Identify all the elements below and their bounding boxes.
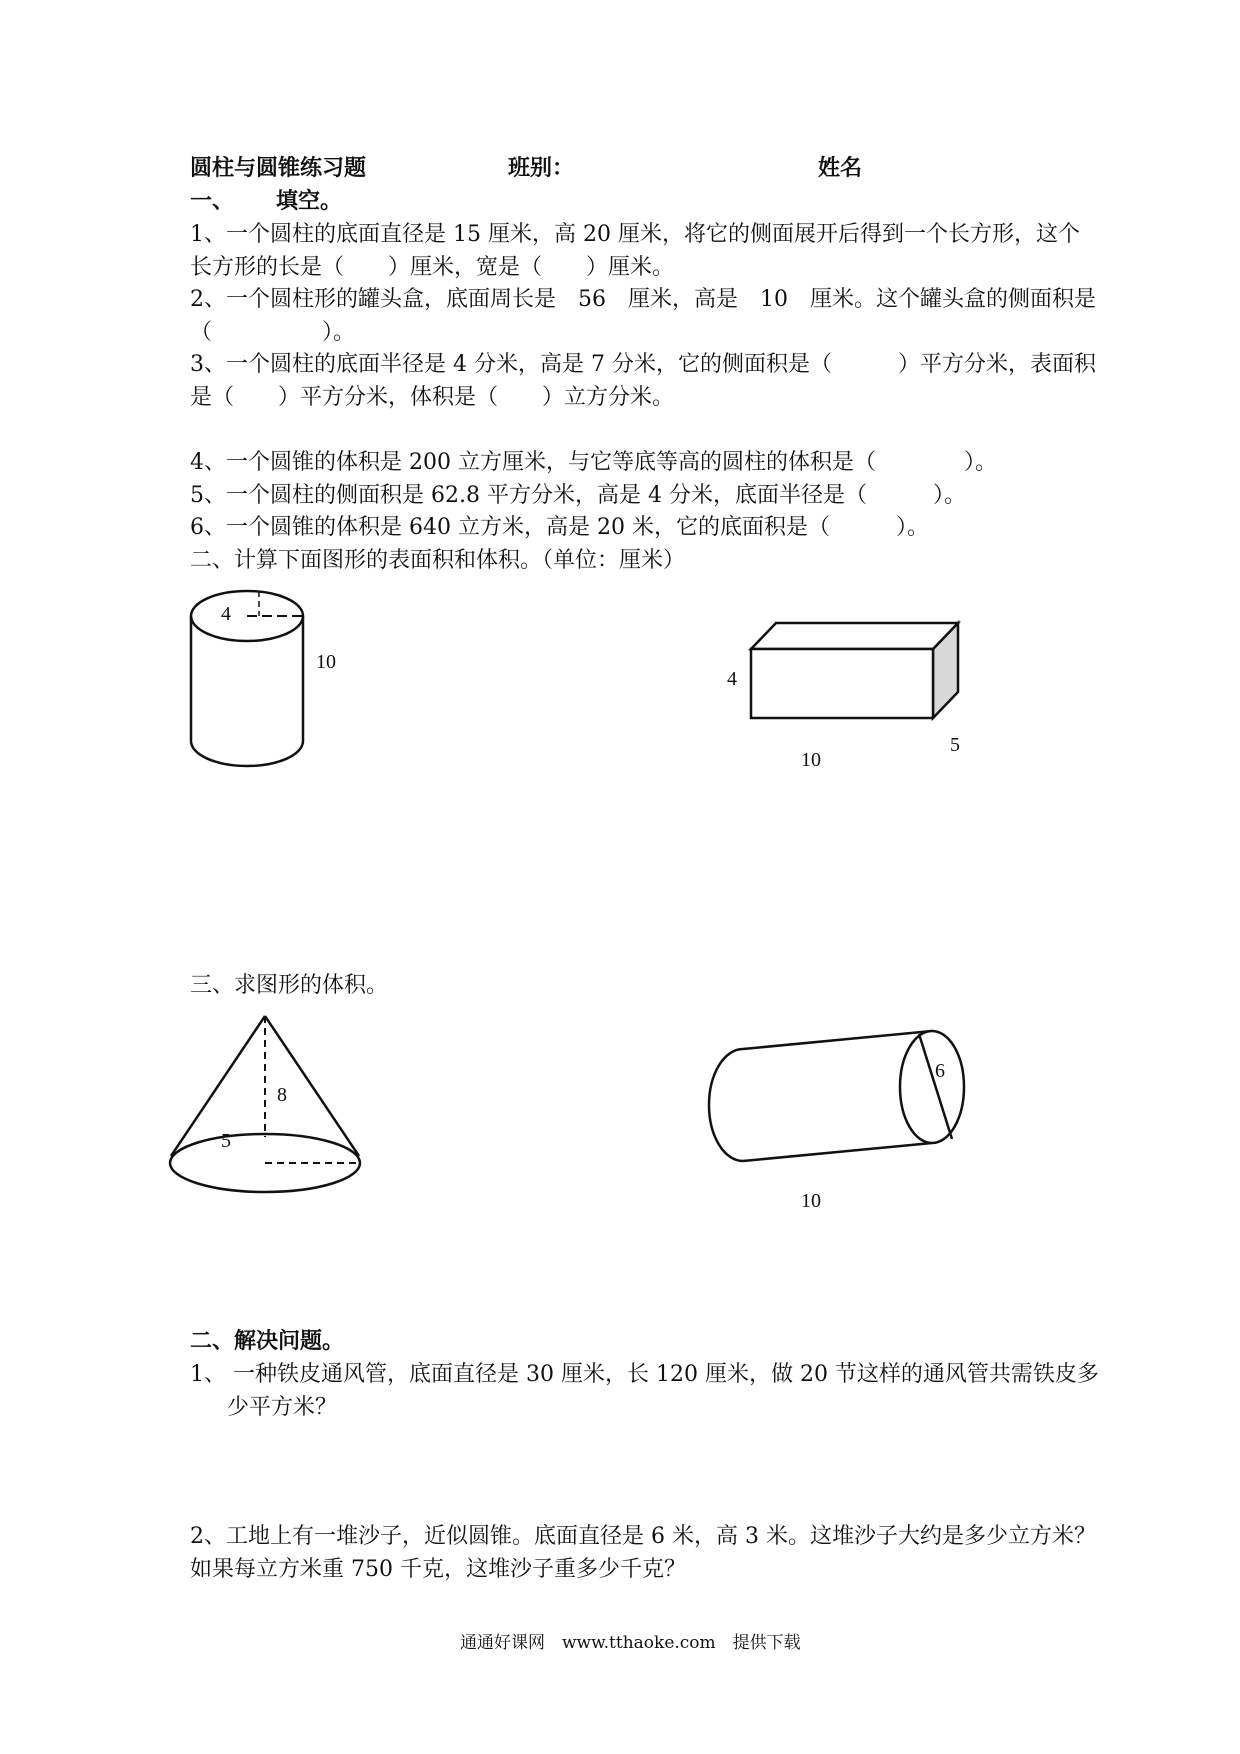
cylinder-bottom-arc — [191, 741, 303, 766]
cone-radius-label: 5 — [221, 1130, 231, 1152]
lying-cylinder-figure — [705, 1025, 975, 1195]
question-2-line1: 2、一个圆柱形的罐头盒，底面周长是 56 厘米，高是 10 厘米。这个罐头盒的侧面积是 — [190, 287, 1096, 312]
class-label: 班别： — [508, 155, 575, 181]
lying-cylinder-bottom-edge — [743, 1143, 932, 1161]
question-6: 6、一个圆锥的体积是 640 立方米，高是 20 米，它的底面积是（ ）。 — [190, 515, 929, 540]
cylinder-height-label: 10 — [316, 651, 336, 673]
problem-1-line1: 1、 一种铁皮通风管，底面直径是 30 厘米，长 120 厘米，做 20 节这样的通风管共需铁皮多 — [190, 1362, 1099, 1387]
lying-cylinder-length-label: 10 — [801, 1190, 821, 1212]
name-label: 姓名 — [818, 155, 863, 181]
section1-number: 一、 — [190, 188, 235, 214]
cuboid-length-label: 10 — [801, 749, 821, 771]
lying-cylinder-diameter-label: 6 — [935, 1060, 945, 1082]
footer-credit: 通通好课网 www.tthaoke.com 提供下载 — [460, 1633, 801, 1653]
section3-title: 三、求图形的体积。 — [190, 973, 389, 998]
worksheet-title: 圆柱与圆锥练习题 — [190, 155, 367, 181]
cone-height-label: 8 — [277, 1084, 287, 1106]
cylinder-radius-label: 4 — [221, 603, 231, 625]
cuboid-height-label: 4 — [727, 668, 737, 690]
question-3-line1: 3、一个圆柱的底面半径是 4 分米，高是 7 分米，它的侧面积是（ ）平方分米，表面积 — [190, 352, 1096, 377]
question-4: 4、一个圆锥的体积是 200 立方厘米，与它等底等高的圆柱的体积是（ ）。 — [190, 450, 997, 475]
cuboid-figure — [740, 610, 970, 730]
section1-title: 填空。 — [276, 188, 343, 214]
cone-figure — [160, 1010, 370, 1200]
upright-cylinder-figure — [180, 585, 320, 775]
question-2-line2: （ ）。 — [190, 320, 356, 345]
question-1-line2: 长方形的长是（ ）厘米，宽是（ ）厘米。 — [190, 255, 675, 280]
question-3-line2: 是（ ）平方分米，体积是（ ）立方分米。 — [190, 385, 675, 410]
problem-2-line1: 2、工地上有一堆沙子，近似圆锥。底面直径是 6 米，高 3 米。这堆沙子大约是多少立方米？ — [190, 1524, 1096, 1549]
problem-2-line2: 如果每立方米重 750 千克，这堆沙子重多少千克？ — [190, 1557, 686, 1582]
question-1-line1: 1、一个圆柱的底面直径是 15 厘米，高 20 厘米，将它的侧面展开后得到一个长方形，这个 — [190, 222, 1080, 247]
cuboid-width-label: 5 — [950, 734, 960, 756]
question-5: 5、一个圆柱的侧面积是 62.8 平方分米，高是 4 分米，底面半径是（ ）。 — [190, 483, 966, 508]
lying-cylinder-left-arc — [709, 1049, 743, 1161]
problem-1-line2: 少平方米？ — [227, 1395, 338, 1420]
lying-cylinder-end-ellipse — [900, 1031, 964, 1143]
cuboid-front-face — [751, 649, 933, 718]
cuboid-top-face — [751, 623, 958, 649]
section4-title: 二、解决问题。 — [190, 1328, 345, 1354]
lying-cylinder-top-edge — [743, 1031, 932, 1049]
section2-title: 二、计算下面图形的表面积和体积。（单位：厘米） — [190, 548, 686, 573]
